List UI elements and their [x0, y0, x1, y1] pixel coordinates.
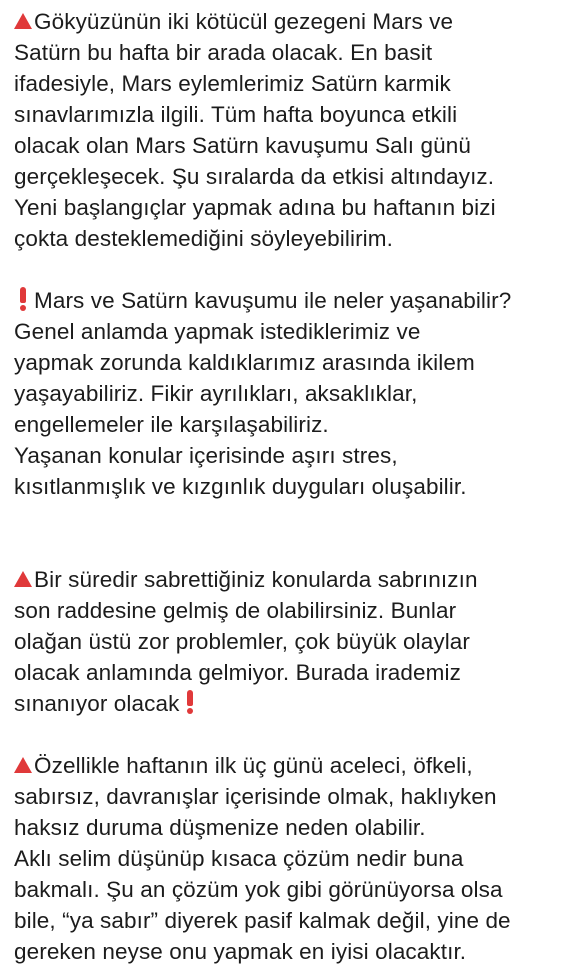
red-triangle-icon	[14, 757, 32, 773]
text-line: Mars ve Satürn kavuşumu ile neler yaşanabilir?	[14, 285, 580, 316]
text-line: sınanıyor olacak	[14, 688, 580, 719]
text-line: Gökyüzünün iki kötücül gezegeni Mars ve	[14, 6, 580, 37]
text-line: Aklı selim düşünüp kısaca çözüm nedir buna	[14, 846, 464, 871]
red-triangle-icon	[14, 571, 32, 587]
text-line: engellemeler ile karşılaşabiliriz.	[14, 412, 329, 437]
text-line: bakmalı. Şu an çözüm yok gibi görünüyorsa olsa	[14, 877, 503, 902]
text-line: çokta desteklemediğini söyleyebilirim.	[14, 226, 393, 251]
text-line: Yeni başlangıçlar yapmak adına bu haftanın bizi	[14, 195, 496, 220]
text-line: haksız duruma düşmenize neden olabilir.	[14, 815, 426, 840]
text-line: bile, “ya sabır” diyerek pasif kalmak değil, yine de	[14, 908, 511, 933]
document-body	[14, 6, 580, 967]
text-line: Bir süredir sabrettiğiniz konularda sabrınızın	[14, 564, 580, 595]
text-line: gereken neyse onu yapmak en iyisi olacaktır.	[14, 939, 467, 964]
paragraph-mars-saturn-intro	[14, 6, 580, 254]
paragraph-spacer	[14, 254, 580, 285]
text-line: gerçekleşecek. Şu sıralarda da etkisi altındayız.	[14, 164, 495, 189]
text-line: ifadesiyle, Mars eylemlerimiz Satürn karmik	[14, 71, 451, 96]
paragraph-spacer	[14, 719, 580, 750]
paragraph-patience	[14, 564, 580, 719]
text-line: olağan üstü zor problemler, çok büyük olaylar	[14, 629, 470, 654]
red-exclamation-icon	[185, 690, 195, 714]
text-line: yapmak zorunda kaldıklarımız arasında ikilem	[14, 350, 475, 375]
red-triangle-icon	[14, 13, 32, 29]
text-line: kısıtlanmışlık ve kızgınlık duyguları oluşabilir.	[14, 474, 467, 499]
text-line: sabırsız, davranışlar içerisinde olmak, haklıyken	[14, 784, 497, 809]
text-line: yaşayabiliriz. Fikir ayrılıkları, aksaklıklar,	[14, 381, 418, 406]
paragraph-first-three-days	[14, 750, 580, 967]
text-line: Satürn bu hafta bir arada olacak. En basit	[14, 40, 433, 65]
text-line: olacak anlamında gelmiyor. Burada irademiz	[14, 660, 461, 685]
text-line: son raddesine gelmiş de olabilirsiniz. Bunlar	[14, 598, 457, 623]
text-line: Özellikle haftanın ilk üç günü aceleci, öfkeli,	[14, 750, 580, 781]
text-line: Yaşanan konular içerisinde aşırı stres,	[14, 443, 398, 468]
text-line: Genel anlamda yapmak istediklerimiz ve	[14, 319, 421, 344]
text-line: sınavlarımızla ilgili. Tüm hafta boyunca etkili	[14, 102, 458, 127]
paragraph-spacer	[14, 502, 580, 564]
text-line: olacak olan Mars Satürn kavuşumu Salı günü	[14, 133, 471, 158]
paragraph-what-can-happen	[14, 285, 580, 502]
red-exclamation-icon	[18, 287, 28, 311]
